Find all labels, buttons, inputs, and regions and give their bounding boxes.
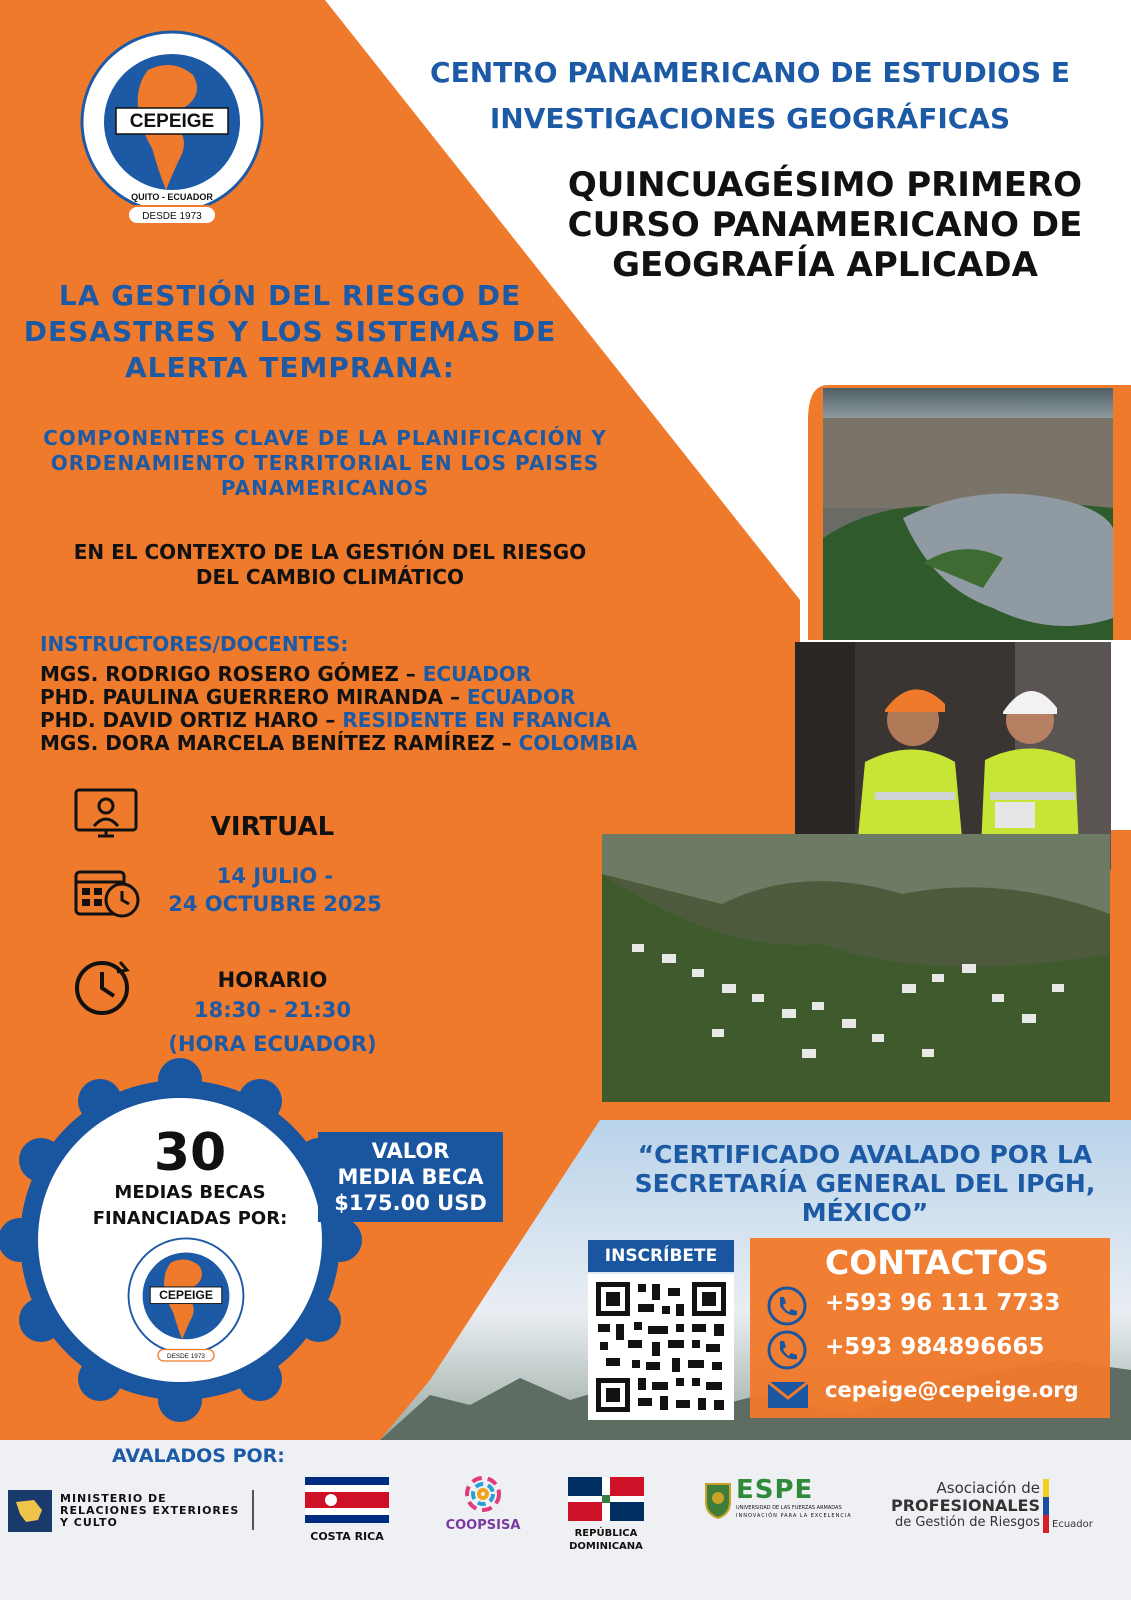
instructor-row: MGS. DORA MARCELA BENÍTEZ RAMÍREZ – COLOMBIA (40, 731, 638, 755)
dominican-republic-label: REPÚBLICA DOMINICANA (569, 1528, 643, 1552)
divider (252, 1490, 254, 1530)
coopsisa-logo-icon (455, 1472, 511, 1518)
svg-text:DESDE 1973: DESDE 1973 (142, 211, 202, 222)
espe-logo-text: ESPE (736, 1475, 814, 1505)
email-icon (765, 1378, 811, 1412)
valor-beca-box: VALOR MEDIA BECA $175.00 USD (318, 1132, 503, 1222)
apgr-country: Ecuador (1052, 1519, 1093, 1530)
course-mode: VIRTUAL (210, 812, 335, 842)
espe-crest-icon (702, 1480, 734, 1520)
phone-icon (765, 1330, 809, 1370)
instructors-heading: INSTRUCTORES/DOCENTES: (40, 632, 349, 656)
ministry-logo-icon (8, 1490, 52, 1532)
contact-email[interactable]: cepeige@cepeige.org (825, 1378, 1079, 1402)
register-label[interactable]: INSCRÍBETE (588, 1240, 734, 1272)
instructor-row: PHD. PAULINA GUERRERO MIRANDA – ECUADOR (40, 685, 576, 709)
instructor-row: MGS. RODRIGO ROSERO GÓMEZ – ECUADOR (40, 662, 532, 686)
costa-rica-label: COSTA RICA (310, 1530, 384, 1543)
instructor-row: PHD. DAVID ORTIZ HARO – RESIDENTE EN FRANCIA (40, 708, 611, 732)
virtual-icon (72, 784, 140, 844)
endorsed-heading: AVALADOS POR: (112, 1445, 285, 1467)
course-dates: 14 JULIO - 24 OCTUBRE 2025 (168, 864, 382, 916)
ministry-logo-text: MINISTERIO DE RELACIONES EXTERIORES Y CULTO (60, 1492, 240, 1529)
logo-name: CEPEIGE (129, 111, 215, 132)
cepeige-logo-small (126, 1236, 246, 1366)
costa-rica-flag-icon (305, 1477, 389, 1523)
dominican-republic-flag-icon (568, 1477, 644, 1521)
contact-phone-2[interactable]: +593 984896665 (825, 1334, 1045, 1360)
contacts-title: CONTACTOS (825, 1243, 1049, 1282)
photo-valley-town (602, 834, 1110, 1102)
becas-count: 30 (153, 1123, 227, 1183)
topic-context: EN EL CONTEXTO DE LA GESTIÓN DEL RIESGO DEL CAMBIO CLIMÁTICO (73, 540, 587, 589)
course-schedule: HORARIO 18:30 - 21:30 (HORA ECUADOR) (168, 968, 377, 1056)
espe-motto: INNOVACIÓN PARA LA EXCELENCIA (736, 1513, 852, 1519)
coopsisa-label: COOPSISA (445, 1518, 521, 1533)
espe-subtitle: UNIVERSIDAD DE LAS FUERZAS ARMADAS (736, 1505, 842, 1511)
svg-text:CEPEIGE: CEPEIGE (159, 1288, 213, 1303)
course-title: QUINCUAGÉSIMO PRIMERO CURSO PANAMERICANO DE GEOGRAFÍA APLICADA (567, 165, 1083, 285)
topic-subtitle: COMPONENTES CLAVE DE LA PLANIFICACIÓN Y ORDENAMIENTO TERRITORIAL EN LOS PAISES PANAMERICANOS (43, 426, 607, 500)
org-title: CENTRO PANAMERICANO DE ESTUDIOS E INVESTIGACIONES GEOGRÁFICAS (430, 56, 1070, 135)
topic-title: LA GESTIÓN DEL RIESGO DE DESASTRES Y LOS SISTEMAS DE ALERTA TEMPRANA: (23, 279, 557, 384)
svg-text:QUITO - ECUADOR: QUITO - ECUADOR (131, 192, 213, 202)
cepeige-logo (78, 30, 266, 230)
apgr-flag-bar (1043, 1479, 1049, 1533)
calendar-icon (72, 864, 142, 920)
becas-label: MEDIAS BECAS FINANCIADAS POR: (92, 1182, 288, 1229)
certificate-note: “CERTIFICADO AVALADO POR LA SECRETARÍA GENERAL DEL IPGH, MÉXICO” (634, 1140, 1096, 1227)
photo-aerial-lake (823, 388, 1113, 640)
clock-icon (72, 956, 134, 1018)
phone-icon (765, 1286, 809, 1326)
apgr-logo-text: Asociación de PROFESIONALES de Gestión de Riesgos (890, 1479, 1040, 1530)
contact-phone-1[interactable]: +593 96 111 7733 (825, 1290, 1061, 1316)
qr-code-icon[interactable] (588, 1274, 734, 1420)
svg-text:DESDE 1973: DESDE 1973 (167, 1352, 205, 1360)
